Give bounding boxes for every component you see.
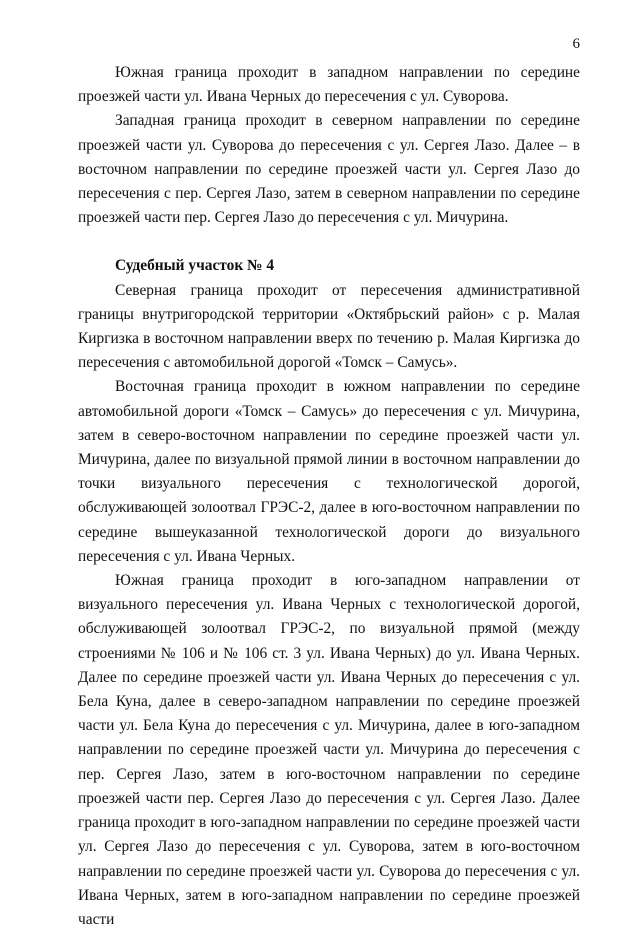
page-number: 6: [572, 36, 580, 52]
paragraph-north-border: Северная граница проходит от пересечения административной границы внутригородской территории «Октябрьский район» с р. Малая Киргизка в восточном направлении вверх по течению р. Малая Киргизка до пересечения с автомобильной дорогой «Томск – Самусь».: [78, 281, 580, 372]
paragraph-south-border: Южная граница проходит в западном направлении по середине проезжей части ул. Ивана Черных до пересечения с ул. Суворова.: [78, 64, 580, 106]
paragraph-west-border: Западная граница проходит в северном направлении по середине проезжей части ул. Суворова до пересечения с ул. Сергея Лазо. Далее – в восточном направлении по середине проезжей части ул. Сергея Лазо до пересечения с пер. Сергея Лазо, затем в северном направлении по середине проезжей части пер. Сергея Лазо до пересечения с ул. Мичурина.: [78, 112, 580, 227]
paragraph-east-border: Восточная граница проходит в южном направлении по середине автомобильной дороги «Томск – Самусь» до пересечения с ул. Мичурина, затем в северо-восточном направлении по середине проезжей части ул. Мичурина, далее по визуальной прямой линии в восточном направлении до точки визуального пересечения с технологической дорогой, обслуживающей золоотвал ГРЭС-2, далее в юго-восточном направлении по середине вышеуказанной технологической дороги до визуального пересечения с ул. Ивана Черных.: [78, 378, 580, 565]
section-heading: Судебный участок № 4: [115, 257, 275, 275]
paragraph-south-border-section: Южная граница проходит в юго-западном направлении от визуального пересечения ул. Ивана Черных с технологической дорогой, обслуживающей золоотвал ГРЭС-2, по визуальной прямой (между строениями № 106 и № 106 ст. 3 ул. Ивана Черных) до ул. Ивана Черных. Далее по середине проезжей части ул. Ивана Черных до пересечения с ул. Бела Куна, далее в северо-западном направлении по середине проезжей части ул. Бела Куна до пересечения с ул. Мичурина, далее в юго-западном направлении по середине проезжей части ул. Мичурина до пересечения с пер. Сергея Лазо, затем в юго-восточном направлении по середине проезжей части пер. Сергея Лазо до пересечения с ул. Сергея Лазо. Далее граница проходит в юго-западном направлении по середине проезжей части ул. Сергея Лазо до пересечения с ул. Суворова, затем в юго-восточном направлении по середине проезжей части ул. Суворова до пересечения с ул. Ивана Черных, затем в юго-западном направлении по середине проезжей части: [78, 572, 580, 928]
section-gap: [78, 230, 580, 254]
document-body: [78, 61, 580, 932]
